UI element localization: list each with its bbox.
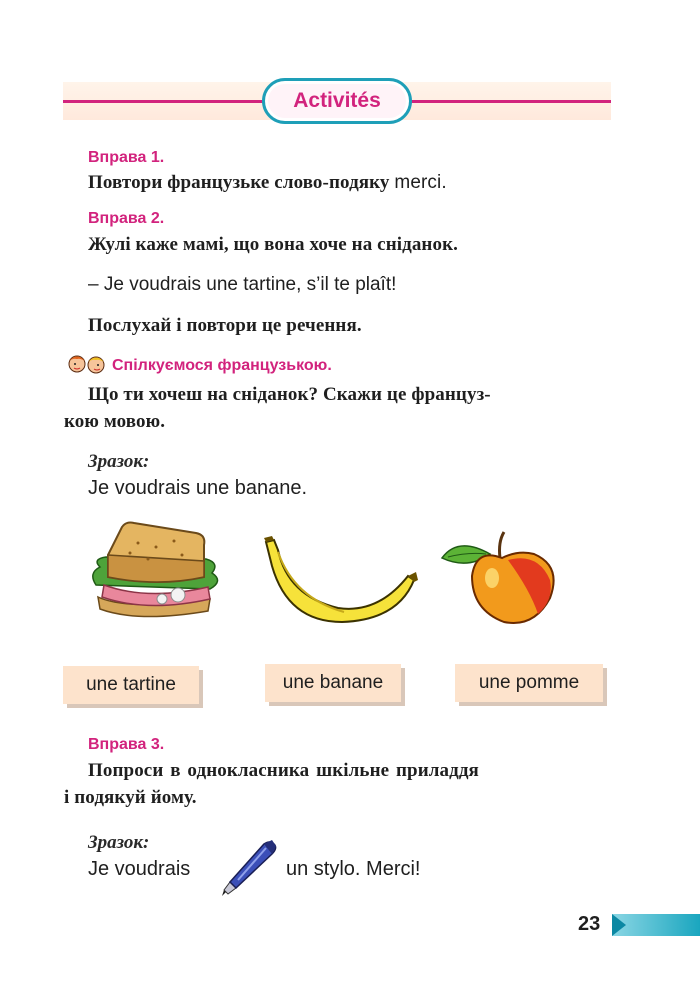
apple-icon	[438, 530, 568, 630]
communicate-line-1: Що ти хочеш на сніданок? Скажи це француз-	[88, 384, 491, 405]
header-pill	[262, 78, 412, 124]
exercise-1-word: merci.	[394, 172, 447, 193]
section-title: Activités	[293, 89, 381, 112]
exercise-2-title: Вправа 2.	[88, 210, 165, 227]
sample-label-2: Зразок:	[88, 832, 150, 853]
talking-kids-icon	[66, 352, 108, 376]
label-banane: une banane	[265, 664, 401, 702]
exercise-2-line-2: – Je voudrais une tartine, s’il te plaît!	[88, 274, 397, 295]
sandwich-icon	[78, 515, 228, 625]
sample-text-1: Je voudrais une banane.	[88, 477, 308, 499]
sample-label-1: Зразок:	[88, 451, 150, 472]
communicate-title: Спілкуємося французькою.	[112, 357, 332, 374]
sample-left: Je voudrais	[88, 858, 191, 880]
exercise-3-line-2: і подякуй йому.	[64, 787, 197, 808]
exercise-1-title: Вправа 1.	[88, 149, 165, 166]
pen-icon	[220, 838, 280, 898]
page-number: 23	[578, 913, 601, 935]
exercise-1-text-prefix: Повтори французьке слово-подяку	[88, 172, 395, 193]
exercise-3-line-1: Попроси в однокласника шкільне приладдя	[88, 760, 479, 781]
communicate-line-2: кою мовою.	[64, 411, 166, 432]
label-pomme: une pomme	[455, 664, 603, 702]
sample-right: un stylo. Merci!	[286, 858, 421, 880]
page-arrow-icon	[612, 914, 626, 936]
label-tartine: une tartine	[63, 666, 199, 704]
exercise-2-line-3: Послухай і повтори це речення.	[88, 315, 362, 336]
exercise-1-text	[88, 172, 447, 194]
exercise-3-title: Вправа 3.	[88, 736, 165, 753]
exercise-2-line-1: Жулі каже мамі, що вона хоче на сніданок.	[88, 234, 458, 255]
banana-icon	[258, 536, 418, 626]
